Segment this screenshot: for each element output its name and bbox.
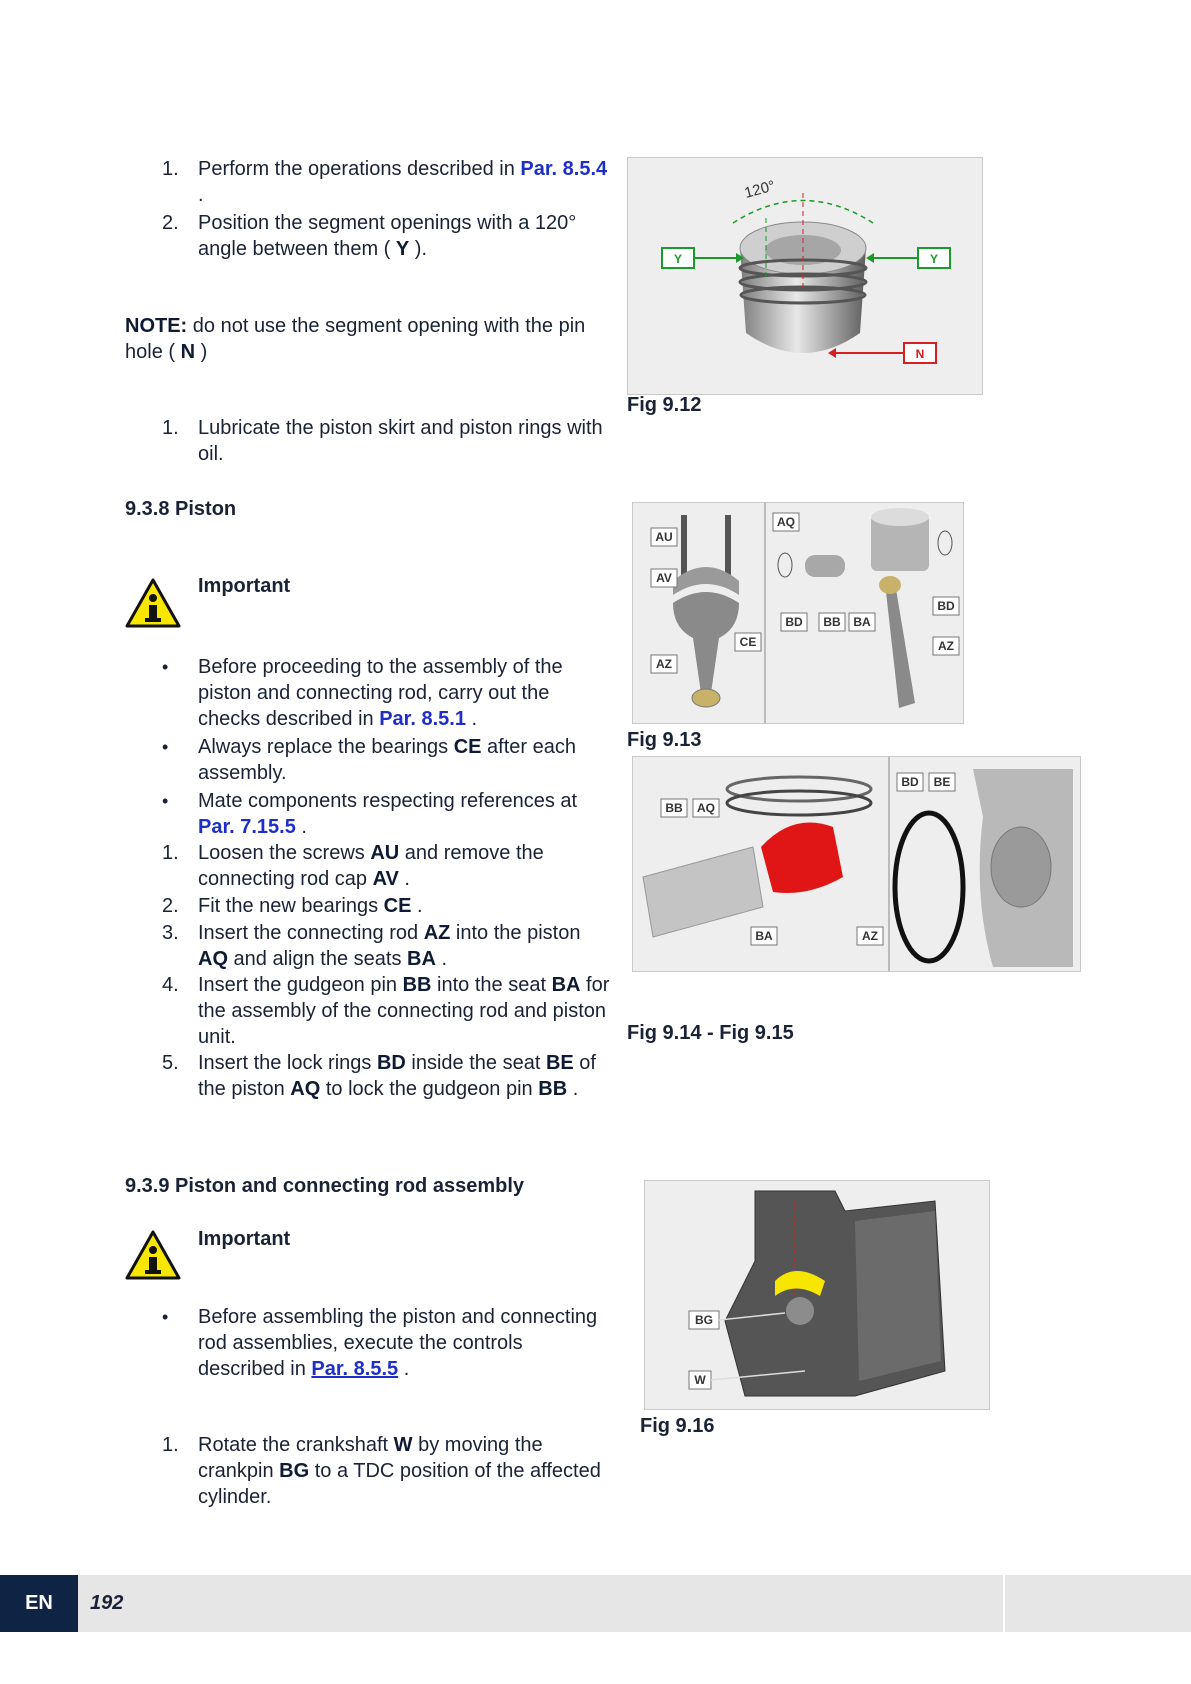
callout-label: AQ [697,801,715,815]
piston-illustration [628,158,982,394]
bullet-item: • Before assembling the piston and connecting rod assemblies, execute the controls described in Par. 8.5.5 . [162,1306,598,1380]
callout-label: BE [933,775,951,789]
step-number: 4. [162,974,179,996]
callout-label: BD [901,775,919,789]
callout-label: AZ [938,639,954,653]
callout-label: BA [853,615,871,629]
important-label: Important [198,575,291,597]
callout-label: AZ [656,657,672,671]
figure-caption: Fig 9.14 - Fig 9.15 [627,1022,794,1044]
footer-language: EN [0,1575,78,1632]
step-item: 5. Insert the lock rings BD inside the seat BE of the piston AQ to lock the gudgeon pin BB . [162,1052,596,1100]
page-number: 192 [90,1592,124,1614]
callout-label: AV [656,571,672,585]
step-number: 3. [162,922,179,944]
footer-bar [0,1575,1191,1632]
bullet-item: • Always replace the bearings CE after each assembly. [162,736,577,784]
step-item [162,415,612,467]
angle-label: 120° [742,177,778,202]
bullet-item: • Before proceeding to the assembly of the piston and connecting rod, carry out the checks described in Par. 8.5.1 . [162,656,563,730]
callout-label: BG [695,1313,713,1327]
figure-9-14-9-15-image [632,756,1081,972]
warning-info-icon [125,1230,181,1280]
section-heading: 9.3.9 Piston and connecting rod assembly [125,1175,524,1197]
callout-label: AQ [777,515,795,529]
step-number: 5. [162,1052,179,1074]
figure-caption: Fig 9.12 [627,394,702,416]
callout-label: BA [755,929,773,943]
callout-label: W [694,1373,706,1387]
step-number: 1. [162,1434,179,1456]
figure-caption: Fig 9.16 [640,1415,715,1437]
callout-label: Y [673,252,683,266]
callout-label: N [915,347,925,361]
step-number: 2. [162,895,179,917]
engine-block-illustration [645,1181,989,1409]
step-number: 1. [162,158,179,180]
figure-9-16-image [644,1180,990,1410]
figure-caption: Fig 9.13 [627,729,702,751]
step-text: Lubricate the piston skirt and piston rings with oil. [198,417,603,465]
callout-label: AU [655,530,673,544]
step-number: 2. [162,212,179,234]
par-link[interactable]: Par. 8.5.5 [311,1358,399,1380]
callout-label: AZ [862,929,878,943]
section-heading: 9.3.8 Piston [125,498,237,520]
step-item [162,156,612,208]
par-link[interactable]: Par. 8.5.4 [520,158,608,180]
step-item: 2. Fit the new bearings CE . [162,895,423,917]
figure-9-13-image [632,502,964,724]
step-item: 1. Loosen the screws AU and remove the connecting rod cap AV . [162,842,544,890]
callout-label: BB [665,801,683,815]
figure-9-12-image [627,157,983,395]
callout-label: Y [929,252,939,266]
par-link[interactable]: Par. 8.5.1 [379,708,466,730]
callout-label: CE [739,635,757,649]
step-text: Perform the operations described in Par. 8.5.4 . [198,158,608,206]
callout-label: BB [823,615,841,629]
step-item [162,210,612,262]
step-text: Position the segment openings with a 120° angle between them ( Y ). [198,212,577,260]
bullet-glyph: • [162,791,169,811]
connecting-rod-piston-illustration [633,503,963,723]
bullet-glyph: • [162,657,169,677]
important-label: Important [198,1228,291,1250]
footer-divider [1003,1575,1005,1632]
par-link[interactable]: Par. 7.15.5 [198,816,296,838]
step-item: 4. Insert the gudgeon pin BB into the seat BA for the assembly of the connecting rod and piston unit. [162,974,610,1048]
callout-label: BD [785,615,803,629]
bullet-glyph: • [162,737,169,757]
step-item: 1. Rotate the crankshaft W by moving the crankpin BG to a TDC position of the affected cylinder. [162,1434,601,1508]
step-number: 1. [162,842,179,864]
gudgeon-pin-lockring-illustration [633,757,1080,971]
step-number: 1. [162,417,179,439]
bullet-item: • Mate components respecting references at Par. 7.15.5 . [162,790,578,838]
warning-info-icon [125,578,181,628]
bullet-glyph: • [162,1307,169,1327]
note: NOTE: do not use the segment opening with the pin hole ( N ) [125,315,586,363]
note-label: NOTE: [125,315,188,337]
callout-label: BD [937,599,955,613]
step-item: 3. Insert the connecting rod AZ into the piston AQ and align the seats BA . [162,922,581,970]
